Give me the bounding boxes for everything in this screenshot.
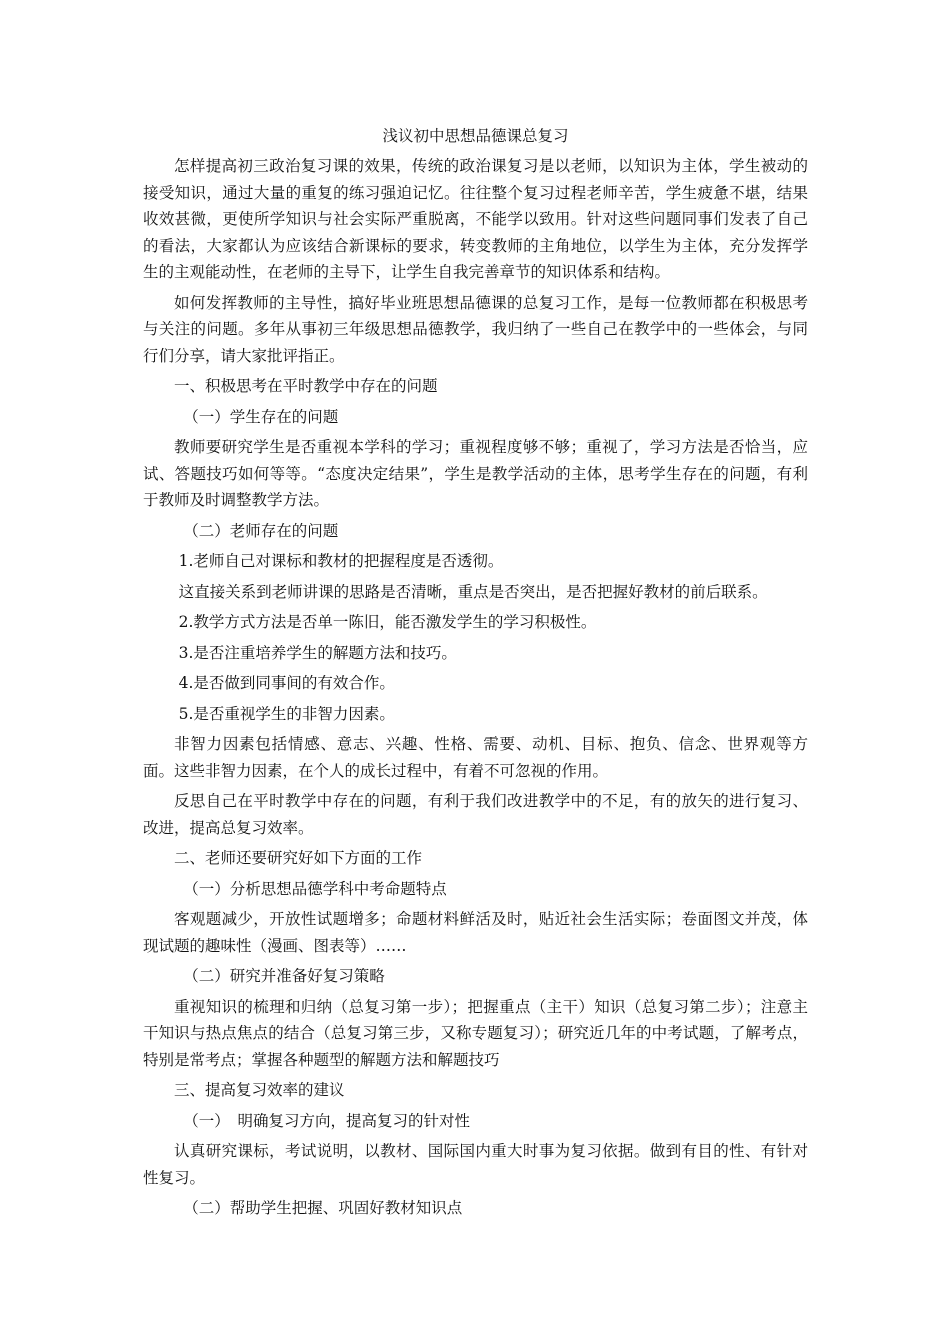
subsection-heading: （二）帮助学生把握、巩固好教材知识点	[183, 1199, 463, 1217]
list-item: 这直接关系到老师讲课的思路是否清晰，重点是否突出，是否把握好教材的前后联系。	[178, 582, 768, 601]
document-body	[143, 123, 808, 1222]
document-title: 浅议初中思想品德课总复习	[382, 127, 569, 145]
section-heading: 三、提高复习效率的建议	[174, 1081, 345, 1099]
subsection-heading: （二）研究并准备好复习策略	[183, 967, 385, 985]
subsection-heading: （一）学生存在的问题	[183, 407, 339, 426]
paragraph: 重视知识的梳理和归纳（总复习第一步）；把握重点（主干）知识（总复习第二步）；注意主干知识与热点焦点的结合（总复习第三步，又称专题复习）；研究近几年的中考试题，了解考点，特别是常考点；掌握各种题型的解题方法和解题技巧	[143, 997, 808, 1069]
subsection-heading: （一） 明确复习方向，提高复习的针对性	[183, 1111, 471, 1130]
paragraph: 反思自己在平时教学中存在的问题，有利于我们改进教学中的不足，有的放矢的进行复习、改进，提高总复习效率。	[143, 792, 808, 837]
list-item: 2.教学方式方法是否单一陈旧，能否激发学生的学习积极性。	[178, 613, 597, 631]
paragraph: 如何发挥教师的主导性，搞好毕业班思想品德课的总复习工作，是每一位教师都在积极思考与关注的问题。多年从事初三年级思想品德教学，我归纳了一些自己在教学中的一些体会，与同行们分享，请大家批评指正。	[143, 293, 808, 365]
subsection-heading: （一）分析思想品德学科中考命题特点	[183, 879, 447, 898]
list-item: 4.是否做到同事间的有效合作。	[178, 674, 395, 692]
list-item: 1.老师自己对课标和教材的把握程度是否透彻。	[178, 552, 504, 570]
section-heading: 二、老师还要研究好如下方面的工作	[174, 849, 423, 867]
paragraph: 非智力因素包括情感、意志、兴趣、性格、需要、动机、目标、抱负、信念、世界观等方面。这些非智力因素，在个人的成长过程中，有着不可忽视的作用。	[143, 735, 808, 780]
list-item: 3.是否注重培养学生的解题方法和技巧。	[178, 643, 457, 662]
paragraph: 怎样提高初三政治复习课的效果，传统的政治课复习是以老师，以知识为主体，学生被动的接受知识，通过大量的重复的练习强迫记忆。往往整个复习过程老师辛苦，学生疲惫不堪，结果收效甚微，更使所学知识与社会实际严重脱离，不能学以致用。针对这些问题同事们发表了自己的看法，大家都认为应该结合新课标的要求，转变教师的主角地位，以学生为主体，充分发挥学生的主观能动性，在老师的主导下，让学生自我完善章节的知识体系和结构。	[143, 157, 808, 281]
paragraph: 认真研究课标，考试说明，以教材、国际国内重大时事为复习依据。做到有目的性、有针对性复习。	[143, 1142, 808, 1187]
list-item: 5.是否重视学生的非智力因素。	[178, 704, 395, 723]
paragraph: 客观题减少，开放性试题增多；命题材料鲜活及时，贴近社会生活实际；卷面图文并茂，体现试题的趣味性（漫画、图表等）……	[143, 910, 808, 955]
section-heading: 一、积极思考在平时教学中存在的问题	[174, 377, 438, 395]
subsection-heading: （二）老师存在的问题	[183, 521, 339, 540]
paragraph: 教师要研究学生是否重视本学科的学习；重视程度够不够；重视了，学习方法是否恰当，应试、答题技巧如何等等。“态度决定结果”，学生是教学活动的主体，思考学生存在的问题，有利于教师及时调整教学方法。	[143, 438, 808, 509]
